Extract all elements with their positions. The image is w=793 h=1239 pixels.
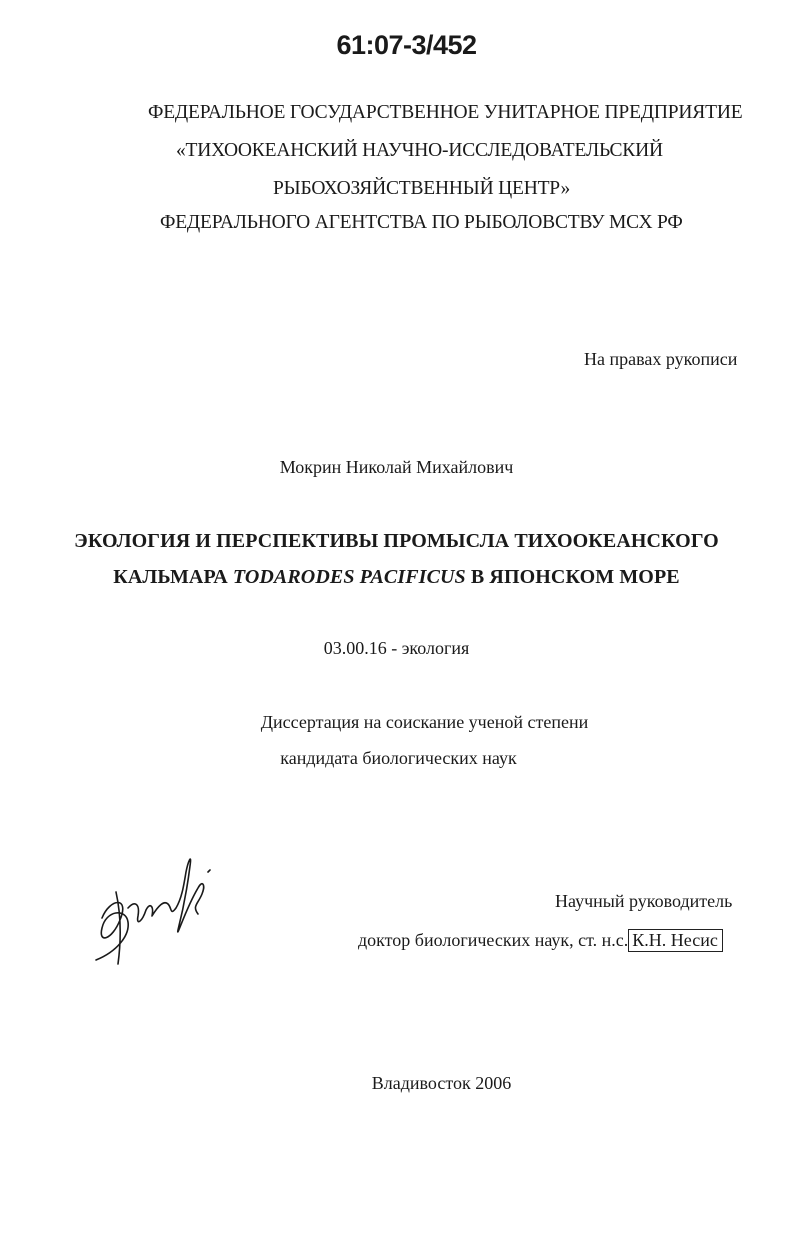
city-year: Владивосток 2006 (371, 1073, 512, 1093)
supervisor-credentials: доктор биологических наук, ст. н.с. (358, 930, 629, 950)
organization-line-3: РЫБОХОЗЯЙСТВЕННЫЙ ЦЕНТР» (273, 178, 570, 199)
supervisor-name: К.Н. Несис (628, 929, 723, 952)
title-line-2 (0, 566, 793, 589)
supervisor-label: Научный руководитель (555, 891, 733, 911)
title-line-1: ЭКОЛОГИЯ И ПЕРСПЕКТИВЫ ПРОМЫСЛА ТИХООКЕАНСКОГО (74, 530, 719, 552)
stamp-number: 61:07-3/452 (336, 30, 477, 60)
supervisor-line (358, 930, 723, 951)
degree-line-1: Диссертация на соискание ученой степени (260, 712, 589, 732)
author-name: Мокрин Николай Михайлович (279, 457, 514, 477)
organization-line-2: «ТИХООКЕАНСКИЙ НАУЧНО-ИССЛЕДОВАТЕЛЬСКИЙ (176, 140, 663, 161)
title-prefix: КАЛЬМАРА (113, 566, 233, 588)
degree-line-2: кандидата биологических наук (280, 748, 517, 768)
manuscript-note: На правах рукописи (584, 349, 738, 369)
organization-line-4: ФЕДЕРАЛЬНОГО АГЕНТСТВА ПО РЫБОЛОВСТВУ МСХ РФ (160, 212, 683, 233)
title-suffix: В ЯПОНСКОМ МОРЕ (465, 566, 680, 588)
specialty-code: 03.00.16 - экология (323, 638, 470, 658)
species-name: TODARODES PACIFICUS (232, 566, 466, 588)
organization-line-1: ФЕДЕРАЛЬНОЕ ГОСУДАРСТВЕННОЕ УНИТАРНОЕ ПРЕДПРИЯТИЕ (148, 102, 743, 123)
handwritten-signature (80, 848, 220, 968)
